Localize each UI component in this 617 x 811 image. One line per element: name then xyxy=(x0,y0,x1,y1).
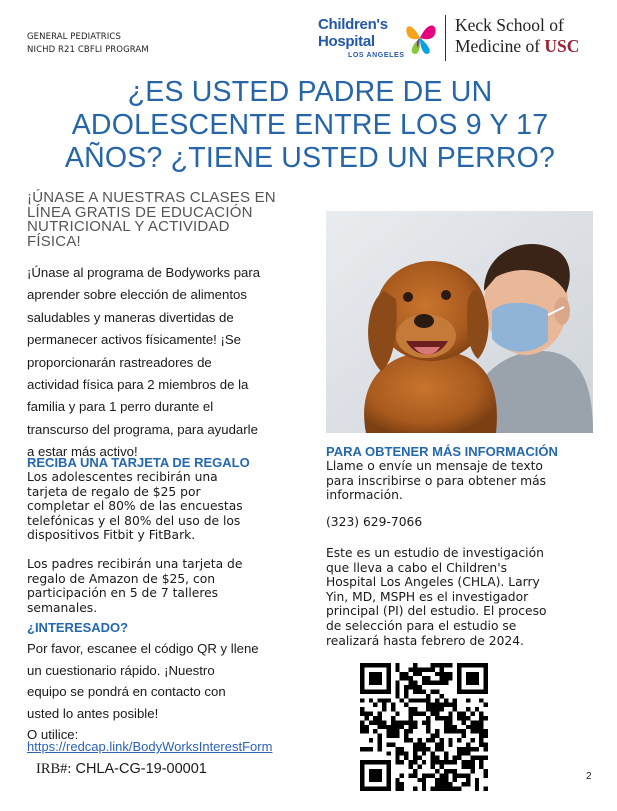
logo-divider xyxy=(445,15,446,61)
interest-form-link[interactable]: https://redcap.link/BodyWorksInterestForm xyxy=(27,739,273,754)
intro-line: transcurso del programa, para ayudarle xyxy=(27,421,258,437)
qr-code[interactable] xyxy=(360,663,488,791)
intro-line: ¡Únase al programa de Bodyworks para xyxy=(27,265,261,280)
more-info-heading: PARA OBTENER MÁS INFORMACIÓN xyxy=(326,444,558,459)
intro-line: permanecer activos físicamente! ¡Se xyxy=(27,332,242,348)
keck-usc-logo xyxy=(455,15,579,57)
teens-gift-line: completar el 80% de las encuestas xyxy=(27,499,243,514)
subheading-line-2: LÍNEA GRATIS DE EDUCACIÓN xyxy=(27,203,253,221)
title-line-1: ¿ES USTED PADRE DE UN xyxy=(127,76,493,108)
interested-line: O utilice: xyxy=(27,727,79,743)
photo-illustration xyxy=(326,211,593,433)
parents-gift-line: regalo de Amazon de $25, con xyxy=(27,571,216,586)
page-title xyxy=(40,76,580,175)
intro-line: proporcionarán rastreadores de xyxy=(27,354,212,370)
intro-line: saludables y maneras divertidas de xyxy=(27,309,234,325)
keck-logo-line-1: Keck School of xyxy=(455,15,564,35)
chla-logo xyxy=(318,14,436,68)
parents-gift-line: participación en 5 de 7 talleres xyxy=(27,586,219,601)
interested-line: equipo se pondrá en contacto con xyxy=(27,684,226,700)
parents-gift-line: semanales. xyxy=(27,600,98,615)
intro-line: actividad física para 2 miembros de la xyxy=(27,377,249,393)
teens-gift-line: Los adolescentes recibirán una xyxy=(27,470,218,484)
study-line: principal (PI) del estudio. El proceso xyxy=(326,604,547,619)
more-info-line: información. xyxy=(326,488,403,503)
gift-card-heading: RECIBA UNA TARJETA DE REGALO xyxy=(27,455,250,470)
interested-heading: ¿INTERESADO? xyxy=(27,620,129,635)
teens-gift-line: dispositivos Fitbit y FitBark. xyxy=(27,528,196,543)
subheading xyxy=(27,191,307,249)
chla-logo-line-1: Children's xyxy=(318,16,388,33)
study-line: realizará hasta febrero de 2024. xyxy=(326,633,524,648)
subheading-line-3: NUTRICIONAL Y ACTIVIDAD xyxy=(27,218,230,235)
intro-paragraph xyxy=(27,262,317,464)
teens-gift-line: telefónicas y el 80% del uso de los xyxy=(27,513,241,528)
butterfly-icon xyxy=(404,18,438,58)
org-line-2: NICHD R21 CBFLI PROGRAM xyxy=(27,45,149,55)
page-number: 2 xyxy=(586,771,592,782)
title-line-2: ADOLESCENTE ENTRE LOS 9 Y 17 xyxy=(71,109,549,141)
more-info-line: Llame o envíe un mensaje de texto xyxy=(326,459,543,473)
interested-line: un cuestionario rápido. ¡Nuestro xyxy=(27,662,215,678)
keck-logo-medicine: Medicine of xyxy=(455,36,545,56)
interested-line: Por favor, escanee el código QR y llene xyxy=(27,641,259,656)
interested-line: usted lo antes posible! xyxy=(27,705,159,721)
study-line: Hospital Los Angeles (CHLA). Larry xyxy=(326,575,540,590)
study-line: que lleva a cabo el Children's xyxy=(326,560,508,575)
interested-paragraph xyxy=(27,638,319,746)
program-label xyxy=(27,31,149,57)
intro-line: aprender sobre elección de alimentos xyxy=(27,287,247,303)
keck-logo-usc: USC xyxy=(544,36,580,56)
irb-label: IRB#: xyxy=(36,761,72,777)
study-line: Este es un estudio de investigación xyxy=(326,546,544,560)
title-line-3: AÑOS? ¿TIENE USTED UN PERRO? xyxy=(64,142,556,174)
study-line: Yin, MD, MSPH es el investigador xyxy=(326,589,529,604)
teens-gift-line: tarjeta de regalo de $25 por xyxy=(27,484,201,499)
qr-code-image xyxy=(360,663,488,791)
irb-value: CHLA-CG-19-00001 xyxy=(71,761,207,777)
phone-number[interactable]: (323) 629-7066 xyxy=(326,515,423,529)
intro-line: a estar más activo! xyxy=(27,444,138,460)
study-paragraph xyxy=(326,546,598,648)
chla-logo-line-3: LOS ANGELES xyxy=(348,52,405,59)
intro-line: familia y para 1 perro durante el xyxy=(27,399,214,415)
irb-number xyxy=(36,761,207,778)
more-info-line: para inscribirse o para obtener más xyxy=(326,473,547,488)
keck-logo-line-2 xyxy=(455,36,579,57)
chla-logo-line-2: Hospital xyxy=(318,33,375,50)
subheading-line-4: FÍSICA! xyxy=(27,232,81,250)
parents-gift-paragraph xyxy=(27,557,317,615)
boy-and-dog-photo xyxy=(326,211,593,433)
parents-gift-line: Los padres recibirán una tarjeta de xyxy=(27,557,243,571)
more-info-paragraph xyxy=(326,459,596,503)
teens-gift-paragraph xyxy=(27,470,317,543)
org-line-1: GENERAL PEDIATRICS xyxy=(27,32,121,42)
study-line: de selección para el estudio se xyxy=(326,618,517,633)
subheading-line-1: ¡ÚNASE A NUESTRAS CLASES EN xyxy=(27,189,276,206)
